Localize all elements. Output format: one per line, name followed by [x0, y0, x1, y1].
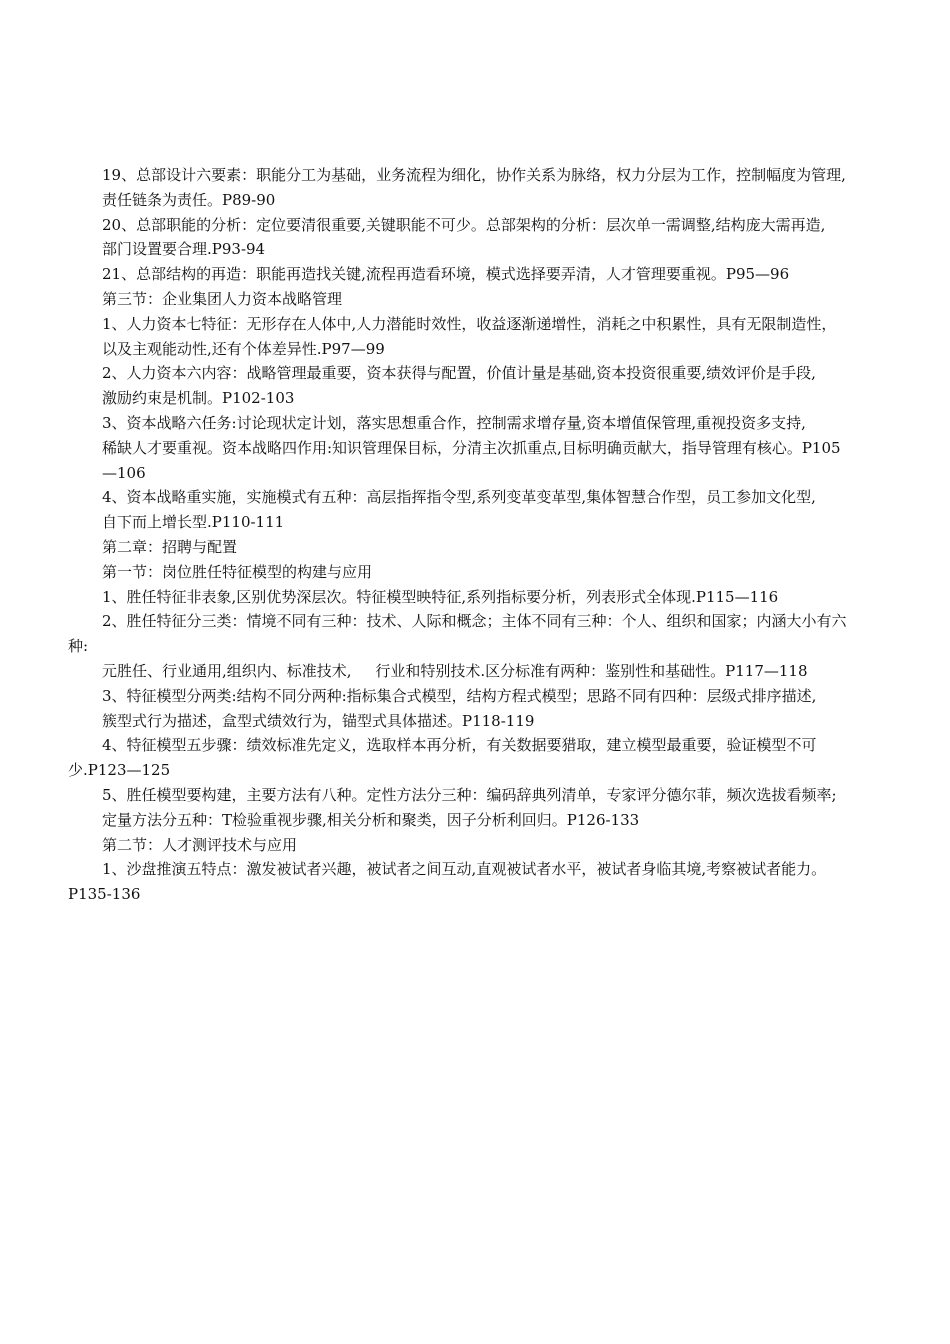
paragraph-comp-2: 2、胜任特征分三类：情境不同有三种：技术、人际和概念；主体不同有三种：个人、组织和国家；内涵大小有六种: — [68, 612, 847, 656]
paragraph-hc-1: 1、人力资本七特征：无形存在人体中,人力潜能时效性，收益逐渐递增性，消耗之中积累性，具有无限制造性， — [102, 314, 837, 333]
paragraph-comp-3-continuation: 簇型式行为描述，盒型式绩效行为，锚型式具体描述。P118-119 — [102, 711, 535, 730]
paragraph-comp-1: 1、胜任特征非表象,区别优势深层次。特征模型映特征,系列指标要分析，列表形式全体现.P115—116 — [102, 587, 779, 606]
paragraph-comp-5: 5、胜任模型要构建，主要方法有八种。定性方法分三种：编码辞典列清单，专家评分德尔菲，频次选拔看频率; — [102, 785, 837, 804]
paragraph-hc-2-continuation: 激励约束是机制。P102-103 — [102, 389, 295, 408]
paragraph-19: 19、总部设计六要素：职能分工为基础，业务流程为细化，协作关系为脉络，权力分层为工作，控制幅度为管理, — [102, 166, 846, 184]
paragraph-comp-3: 3、特征模型分两类:结构不同分两种:指标集合式模型，结构方程式模型；思路不同有四种：层级式排序描述, — [102, 686, 817, 705]
paragraph-21: 21、总部结构的再造：职能再造找关键,流程再造看环境，模式选择要弄清，人才管理要重视。P95—96 — [102, 265, 790, 284]
section-heading-3: 第三节：企业集团人力资本战略管理 — [102, 289, 343, 308]
paragraph-19-continuation: 责任链条为责任。P89-90 — [102, 190, 276, 209]
paragraph-hc-4-continuation: 自下而上增长型.P110-111 — [102, 513, 285, 532]
section-heading-2: 第二节：人才测评技术与应用 — [102, 835, 298, 854]
paragraph-assess-1: 1、沙盘推演五特点：激发被试者兴趣，被试者之间互动,直观被试者水平，被试者身临其境,考察被试者能力。P135-136 — [68, 860, 827, 904]
paragraph-hc-3-continuation: 稀缺人才要重视。资本战略四作用:知识管理保目标，分清主次抓重点,目标明确贡献大，指导管理有核心。P105—106 — [102, 438, 841, 482]
chapter-heading-2: 第二章：招聘与配置 — [102, 537, 238, 556]
document-page — [68, 163, 848, 907]
paragraph-comp-2-continuation: 元胜任、行业通用,组织内、标准技术, 行业和特别技术.区分标准有两种：鉴别性和基础性。P117—118 — [102, 661, 808, 680]
paragraph-comp-5-continuation: 定量方法分五种：T检验重视步骤,相关分析和聚类，因子分析利回归。P126-133 — [102, 810, 640, 829]
paragraph-20: 20、总部职能的分析：定位要清很重要,关键职能不可少。总部架构的分析：层次单一需调整,结构庞大需再造, — [102, 215, 826, 234]
paragraph-hc-1-continuation: 以及主观能动性,还有个体差异性.P97—99 — [102, 339, 385, 358]
paragraph-hc-4: 4、资本战略重实施，实施模式有五种：高层指挥指令型,系列变革变革型,集体智慧合作型，员工参加文化型, — [102, 488, 816, 507]
paragraph-comp-4: 4、特征模型五步骤：绩效标准先定义，选取样本再分析，有关数据要猎取，建立模型最重要，验证模型不可少.P123—125 — [68, 736, 817, 780]
paragraph-hc-2: 2、人力资本六内容：战略管理最重要，资本获得与配置，价值计量是基础,资本投资很重要,绩效评价是手段, — [102, 364, 816, 383]
section-heading-1: 第一节：岗位胜任特征模型的构建与应用 — [102, 562, 373, 581]
paragraph-hc-3: 3、资本战略六任务:讨论现状定计划，落实思想重合作，控制需求增存量,资本增值保管理,重视投资多支持, — [102, 413, 806, 432]
paragraph-20-continuation: 部门设置要合理.P93-94 — [102, 240, 266, 259]
